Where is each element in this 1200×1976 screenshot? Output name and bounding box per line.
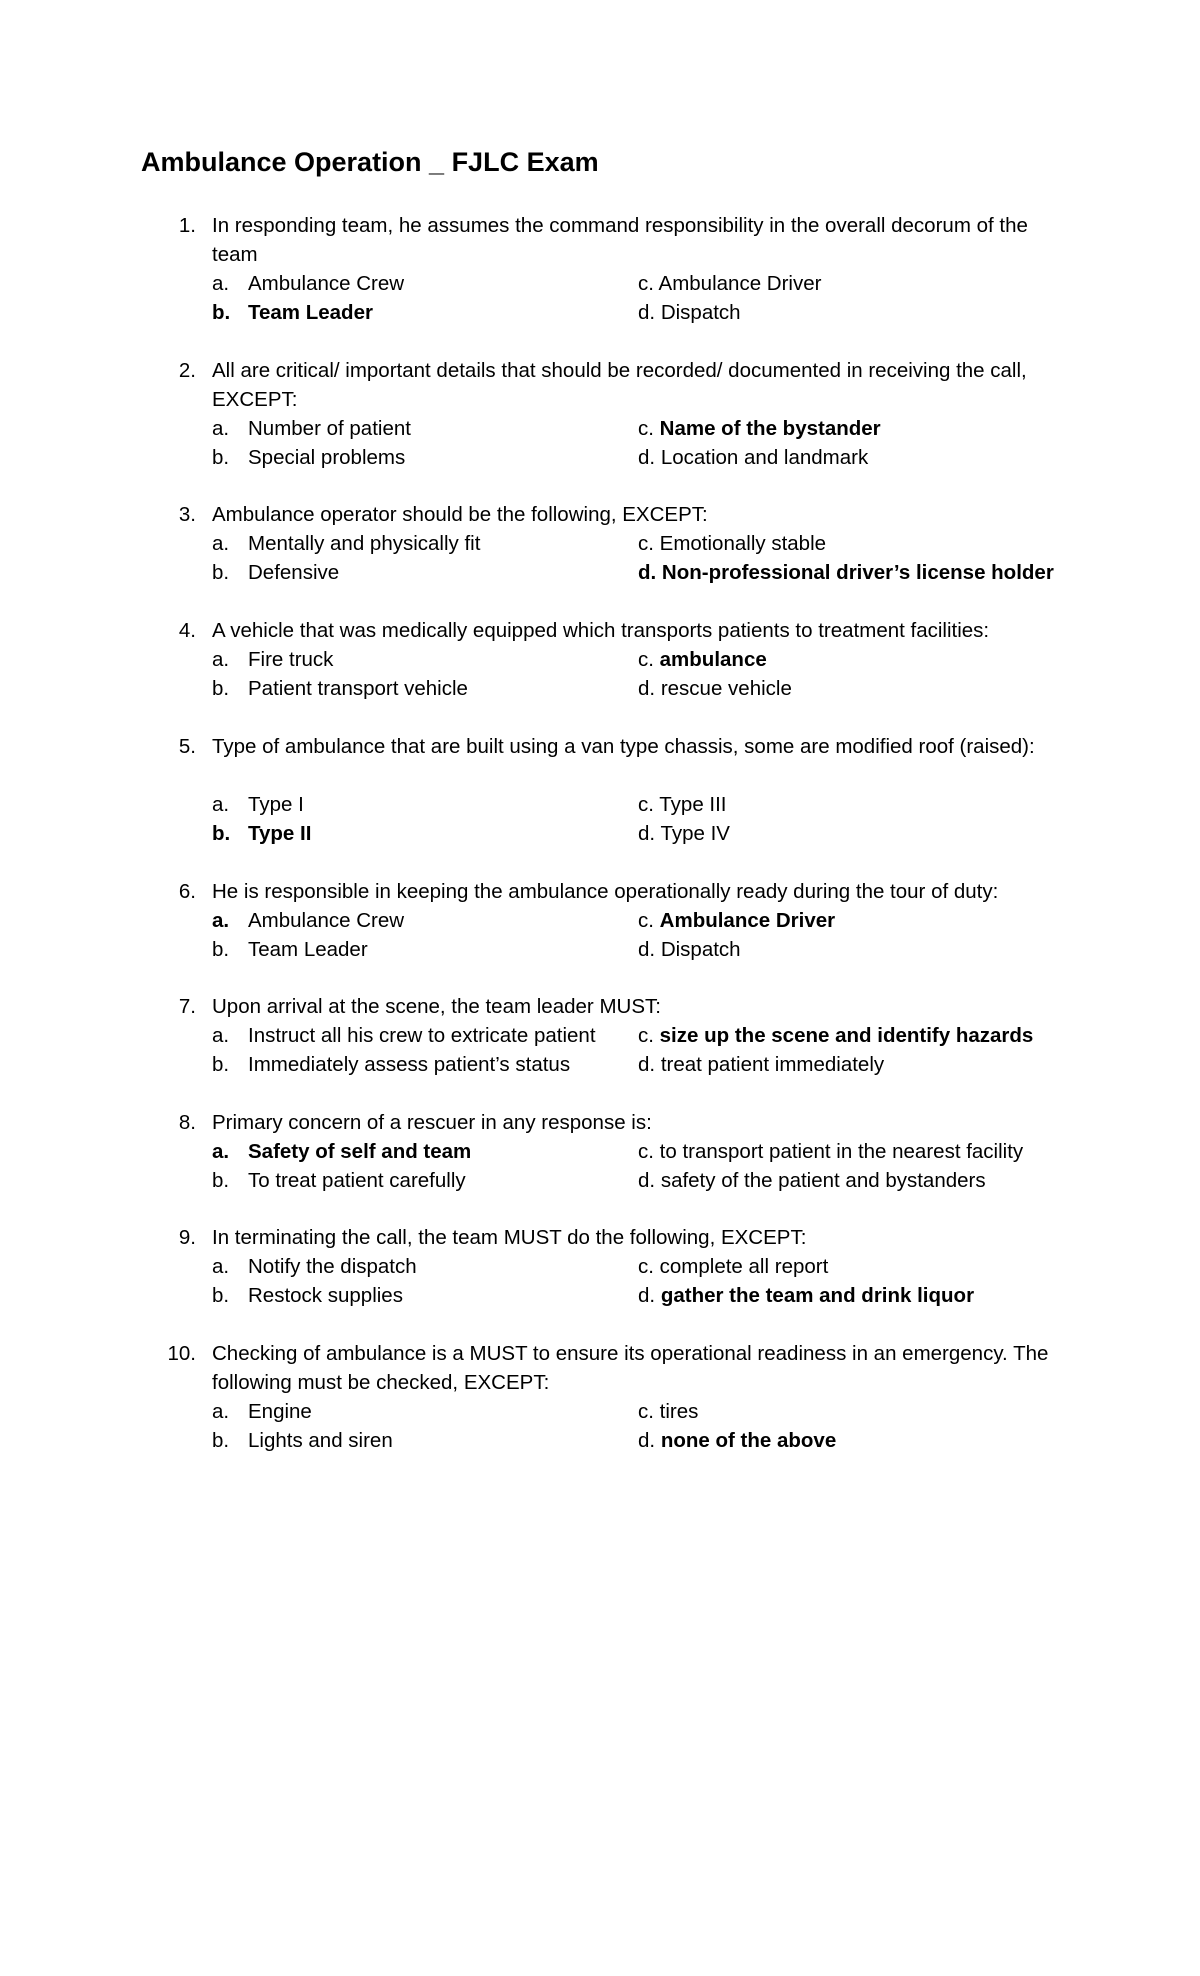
- question-number: 6.: [178, 880, 196, 903]
- option-d-letter: d.: [638, 677, 656, 700]
- option-c: [638, 645, 767, 674]
- option-d-text: rescue vehicle: [660, 677, 792, 700]
- option-c-text-correct: Ambulance Driver: [659, 909, 836, 932]
- option-a-text: Fire truck: [248, 648, 334, 671]
- option-c-letter: c.: [638, 648, 654, 671]
- option-d-letter: d.: [638, 1284, 656, 1307]
- option-a-letter: a.: [212, 909, 230, 932]
- option-d-text: Location and landmark: [660, 446, 869, 469]
- option-c-letter: c.: [638, 793, 654, 816]
- option-d-letter: d.: [638, 1169, 656, 1192]
- option-c-letter: c.: [638, 1400, 654, 1423]
- option-b-text-correct: Team Leader: [248, 301, 373, 324]
- option-c-text: tires: [659, 1400, 699, 1423]
- option-d-text: Dispatch: [660, 301, 741, 324]
- option-c-text-correct: Name of the bystander: [659, 417, 881, 440]
- question-number: 8.: [178, 1111, 196, 1134]
- option-d-text-correct: gather the team and drink liquor: [660, 1284, 975, 1307]
- option-c-text: complete all report: [659, 1255, 829, 1278]
- option-a-text: Ambulance Crew: [248, 909, 405, 932]
- option-b-text: Immediately assess patient’s status: [248, 1053, 571, 1076]
- option-d: [638, 674, 792, 703]
- option-b-letter: b.: [212, 938, 230, 961]
- option-a-text: Notify the dispatch: [248, 1255, 417, 1278]
- option-a-letter: a.: [212, 1140, 230, 1163]
- option-c-text: to transport patient in the nearest facility: [659, 1140, 1024, 1163]
- option-d-text: Dispatch: [660, 938, 741, 961]
- option-c-letter: c.: [638, 532, 654, 555]
- option-c: [638, 1252, 828, 1281]
- option-c-letter: c.: [638, 272, 654, 295]
- option-a-text: Instruct all his crew to extricate patient: [248, 1024, 596, 1047]
- option-d: [638, 819, 730, 848]
- question-text: Type of ambulance that are built using a van type chassis, some are modified roof (raised):: [212, 735, 1035, 758]
- option-c: [638, 529, 826, 558]
- question-number: 5.: [178, 735, 196, 758]
- question-text: He is responsible in keeping the ambulance operationally ready during the tour of duty:: [212, 880, 999, 903]
- option-a-text: Number of patient: [248, 417, 411, 440]
- question-number: 9.: [178, 1226, 196, 1249]
- question-text: Primary concern of a rescuer in any response is:: [212, 1111, 652, 1134]
- question-number: 10.: [167, 1342, 196, 1365]
- option-a-letter: a.: [212, 1255, 230, 1278]
- question-text: In responding team, he assumes the command responsibility in the overall decorum of the team: [212, 214, 1028, 266]
- option-a-letter: a.: [212, 1024, 230, 1047]
- option-d-letter: d.: [638, 301, 656, 324]
- option-a-letter: a.: [212, 648, 230, 671]
- option-d-text: Type IV: [660, 822, 730, 845]
- option-b-text: Patient transport vehicle: [248, 677, 468, 700]
- option-b-letter: b.: [212, 677, 230, 700]
- option-c-text: Type III: [659, 793, 727, 816]
- option-b-letter: b.: [212, 1284, 230, 1307]
- option-c: [638, 1137, 1023, 1166]
- option-d: [638, 1281, 974, 1310]
- option-d: [638, 1050, 884, 1079]
- page-title: Ambulance Operation _ FJLC Exam: [141, 147, 599, 177]
- option-c: [638, 414, 881, 443]
- option-d-text: treat patient immediately: [660, 1053, 885, 1076]
- option-a-text: Ambulance Crew: [248, 272, 405, 295]
- option-b-text-correct: Type II: [248, 822, 312, 845]
- option-a-letter: a.: [212, 793, 230, 816]
- option-b-text: To treat patient carefully: [248, 1169, 466, 1192]
- option-a-letter: a.: [212, 1400, 230, 1423]
- option-a-text: Type I: [248, 793, 304, 816]
- option-d: [638, 443, 868, 472]
- option-b-text: Restock supplies: [248, 1284, 403, 1307]
- option-c-text: Emotionally stable: [659, 532, 827, 555]
- option-c-text-correct: size up the scene and identify hazards: [659, 1024, 1034, 1047]
- option-d-text-correct: none of the above: [660, 1429, 837, 1452]
- option-c-letter: c.: [638, 1024, 654, 1047]
- question-text: A vehicle that was medically equipped which transports patients to treatment facilities:: [212, 619, 990, 642]
- option-d-letter: d.: [638, 1053, 656, 1076]
- option-c: [638, 790, 727, 819]
- option-a-text-correct: Safety of self and team: [248, 1140, 472, 1163]
- option-a-text: Engine: [248, 1400, 312, 1423]
- option-a-letter: a.: [212, 272, 230, 295]
- option-a-letter: a.: [212, 532, 230, 555]
- option-c-text-correct: ambulance: [659, 648, 767, 671]
- option-b-letter: b.: [212, 1169, 230, 1192]
- option-c-text: Ambulance Driver: [658, 272, 822, 295]
- question-text: Upon arrival at the scene, the team leader MUST:: [212, 995, 661, 1018]
- question-text: Checking of ambulance is a MUST to ensure its operational readiness in an emergency. The following must be checked, EXCEPT:: [212, 1342, 1049, 1394]
- question-number: 2.: [178, 359, 196, 382]
- option-b-text: Lights and siren: [248, 1429, 393, 1452]
- option-b-letter: b.: [212, 1429, 230, 1452]
- question-number: 7.: [178, 995, 196, 1018]
- option-d-letter: d.: [638, 561, 657, 584]
- option-c-letter: c.: [638, 1140, 654, 1163]
- question-text: All are critical/ important details that should be recorded/ documented in receiving the call, EXCEPT:: [212, 359, 1027, 411]
- option-d-text: safety of the patient and bystanders: [660, 1169, 986, 1192]
- question-number: 4.: [178, 619, 196, 642]
- option-d: [638, 558, 1054, 587]
- option-c: [638, 1397, 698, 1426]
- option-a-text: Mentally and physically fit: [248, 532, 481, 555]
- option-d-letter: d.: [638, 822, 656, 845]
- option-a-letter: a.: [212, 417, 230, 440]
- question-text: Ambulance operator should be the following, EXCEPT:: [212, 503, 708, 526]
- option-b-letter: b.: [212, 301, 231, 324]
- option-d: [638, 1426, 836, 1455]
- option-c: [638, 269, 821, 298]
- option-d-letter: d.: [638, 1429, 656, 1452]
- option-d: [638, 298, 741, 327]
- option-c-letter: c.: [638, 1255, 654, 1278]
- option-b-letter: b.: [212, 561, 230, 584]
- option-d-letter: d.: [638, 938, 656, 961]
- option-c-letter: c.: [638, 909, 654, 932]
- option-d: [638, 1166, 986, 1195]
- option-d: [638, 935, 741, 964]
- option-b-text: Team Leader: [248, 938, 368, 961]
- option-b-letter: b.: [212, 822, 231, 845]
- option-d-letter: d.: [638, 446, 656, 469]
- question-number: 3.: [178, 503, 196, 526]
- option-d-text-correct: Non-professional driver’s license holder: [661, 561, 1054, 584]
- option-b-text: Defensive: [248, 561, 340, 584]
- option-c-letter: c.: [638, 417, 654, 440]
- option-b-text: Special problems: [248, 446, 406, 469]
- option-c: [638, 906, 835, 935]
- option-b-letter: b.: [212, 1053, 230, 1076]
- option-b-letter: b.: [212, 446, 230, 469]
- question-number: 1.: [178, 214, 196, 237]
- option-c: [638, 1021, 1033, 1050]
- question-text: In terminating the call, the team MUST do the following, EXCEPT:: [212, 1226, 807, 1249]
